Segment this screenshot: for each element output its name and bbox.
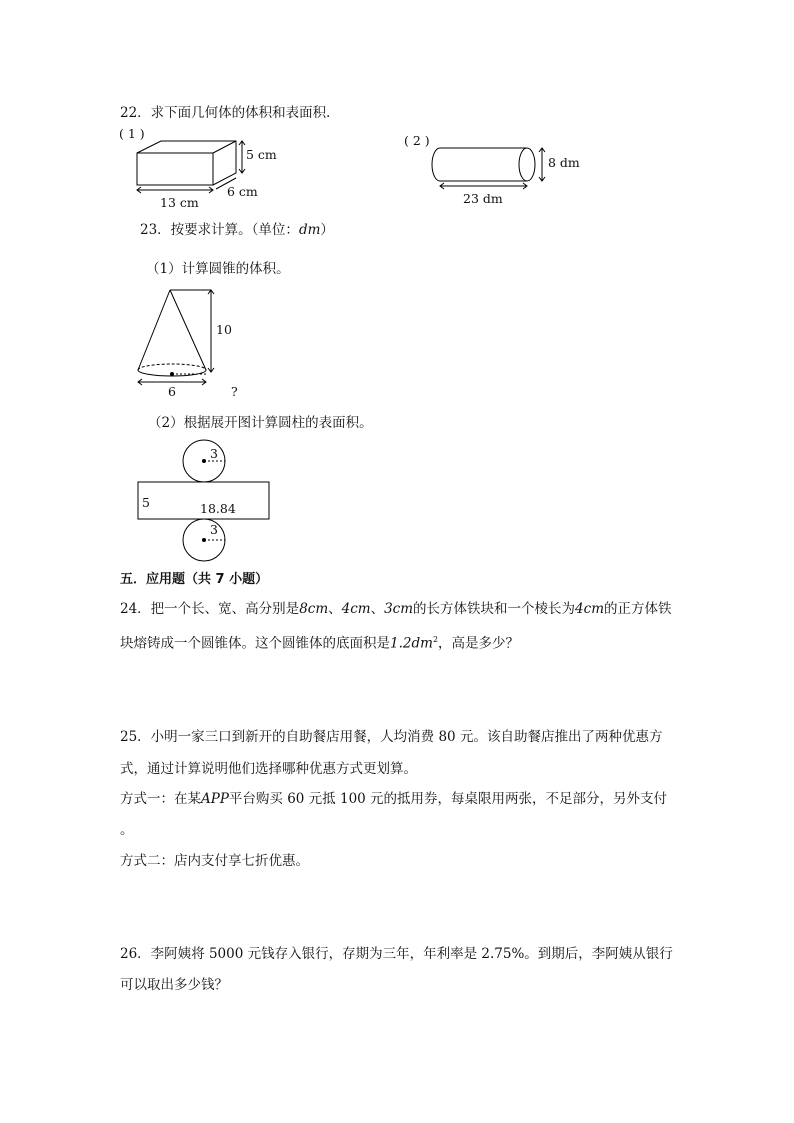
q26-line2: 可以取出多少钱？: [120, 977, 228, 993]
fig1-width-label: 6 cm: [227, 184, 258, 199]
cuboid-back-edges: [137, 141, 236, 185]
fig1-length-label: 13 cm: [160, 195, 199, 210]
q24-line1: 24．把一个长、宽、高分别是8cm、4cm、3cm的长方体铁块和一个棱长为4cm的正方体铁: [120, 601, 672, 617]
fig2-length-label: 23 dm: [463, 191, 503, 206]
net-rect-height: 5: [142, 495, 150, 510]
cone-height-label: 10: [216, 322, 232, 337]
q23-part2: （2）根据展开图计算圆柱的表面积。: [148, 415, 373, 431]
q22-title: 22．求下面几何体的体积和表面积．: [120, 105, 340, 121]
q24-line2: 块熔铸成一个圆锥体。这个圆锥体的底面积是$1.2dm^2$，高是多少？: [120, 635, 520, 652]
cuboid-front-face: [137, 153, 213, 185]
q23-part1: （1）计算圆锥的体积。: [146, 261, 290, 277]
net-top-radius: 3: [210, 446, 218, 461]
q25-line1: 25．小明一家三口到新开的自助餐店用餐，人均消费 80 元。该自助餐店推出了两种优惠方: [120, 729, 663, 745]
cone-base-back: [138, 364, 206, 370]
cone-center-dot: [170, 372, 174, 376]
q25-line4: 。: [120, 822, 134, 838]
q25-line3: 方式一：在某APP平台购买 60 元抵 100 元的抵用券，每桌限用两张，不足部分，另外支付: [120, 791, 668, 807]
net-rect-length: 18.84: [200, 501, 236, 516]
section5-title: 五．应用题（共 7 小题）: [120, 572, 269, 587]
fig1-height-label: 5 cm: [246, 147, 277, 162]
q26-line1: 26．李阿姨将 5000 元钱存入银行，存期为三年，年利率是 2.75%。到期后，李阿姨从银行: [120, 946, 673, 962]
fig2-diameter-label: 8 dm: [548, 155, 580, 170]
cylinder-body: [440, 148, 527, 181]
cone-diameter-label: 6: [168, 384, 176, 399]
q25-line5: 方式二：店内支付享七折优惠。: [120, 853, 309, 869]
q25-line2: 式，通过计算说明他们选择哪种优惠方式更划算。: [120, 761, 417, 777]
net-bottom-radius: 3: [210, 522, 218, 537]
cone-figure: [138, 290, 214, 385]
cone-question-mark: ?: [231, 384, 238, 399]
fig1-label: ( 1 ): [119, 126, 145, 141]
q23-title: 23．按要求计算。（单位：dm）: [140, 222, 334, 238]
cylinder-figure: [432, 148, 545, 189]
cylinder-left-end: [432, 148, 440, 181]
fig2-label: ( 2 ): [404, 133, 430, 148]
cylinder-right-end: [519, 148, 535, 181]
